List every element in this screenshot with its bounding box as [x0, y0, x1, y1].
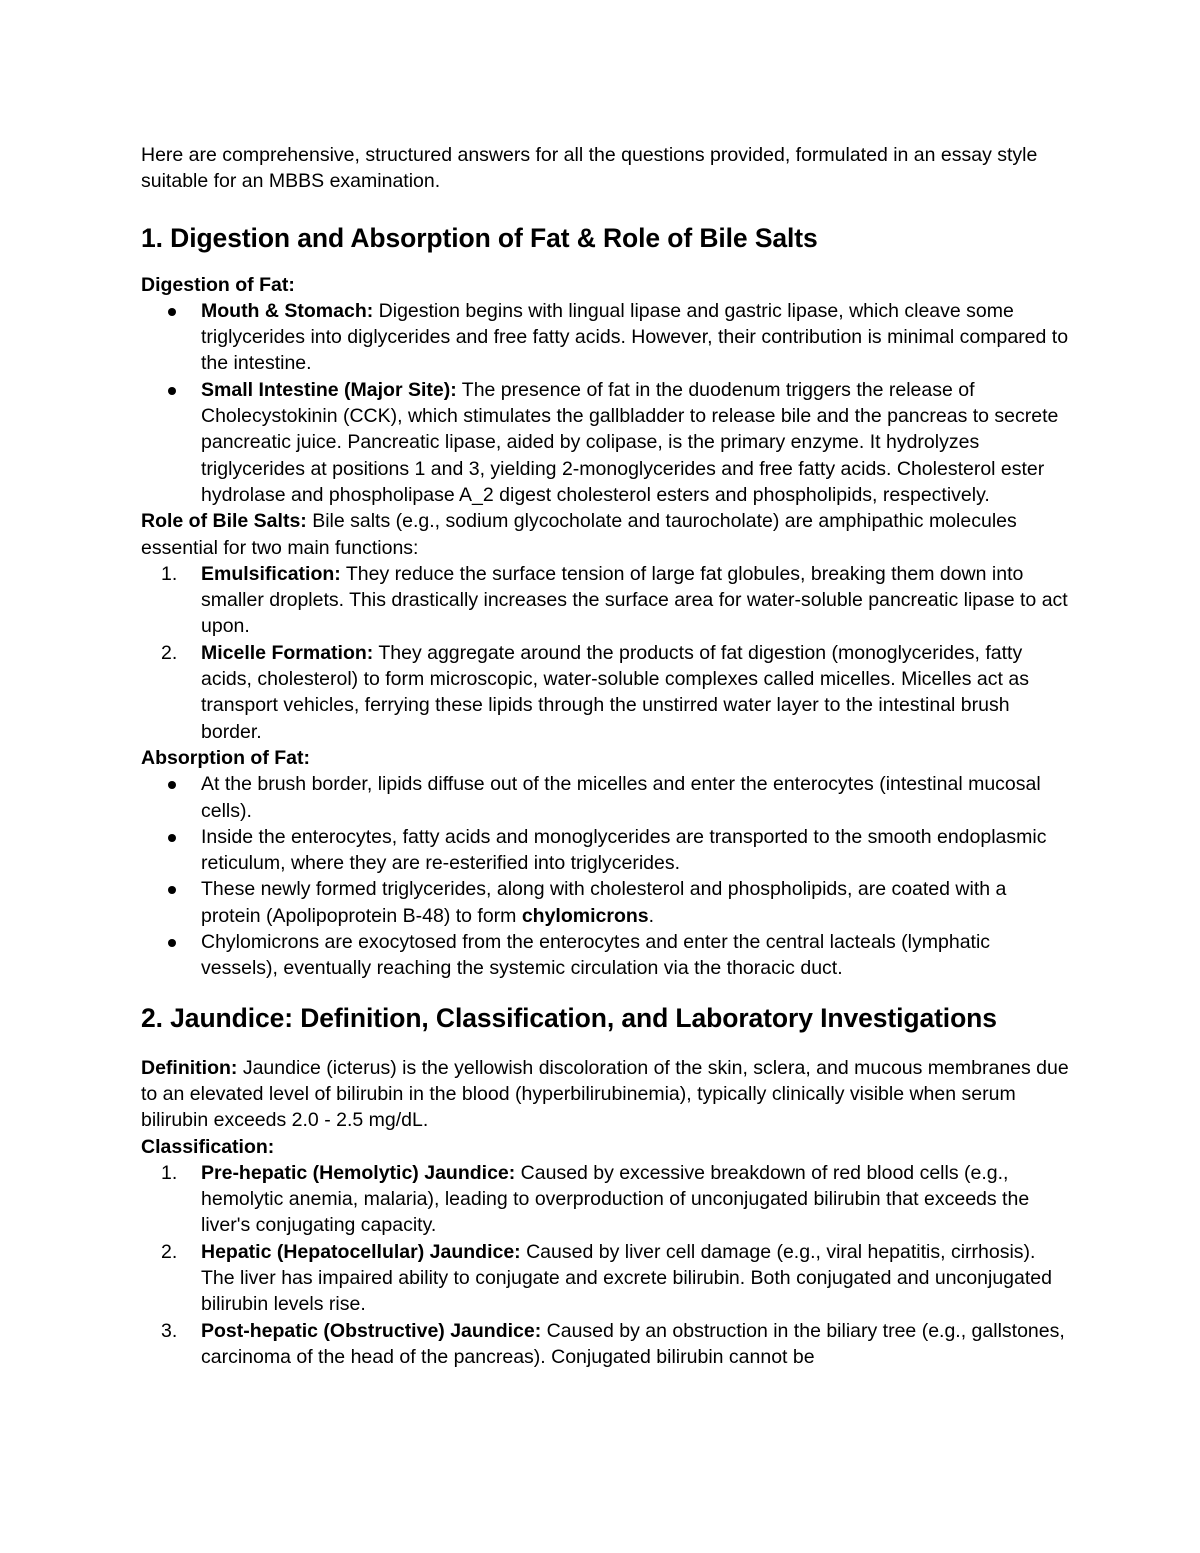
bullet-icon: [168, 834, 176, 842]
list-item: [141, 824, 1071, 877]
item-text: At the brush border, lipids diffuse out of the micelles and enter the enterocytes (intestinal mucosal cells).: [201, 773, 1041, 822]
item-lead: Hepatic (Hepatocellular) Jaundice:: [201, 1240, 521, 1263]
classification-list: [141, 1160, 1071, 1370]
bullet-icon: [168, 781, 176, 789]
bile-salts-lead: Role of Bile Salts:: [141, 510, 307, 533]
digestion-heading: Digestion of Fat:: [141, 273, 295, 296]
list-item: [141, 1160, 1071, 1239]
item-number: 1.: [161, 562, 178, 585]
list-item: [141, 377, 1071, 508]
absorption-list: [141, 771, 1071, 981]
item-text: The presence of fat in the duodenum triggers the release of Cholecystokinin (CCK), which stimulates the gallbladder to release bile and the pancreas to secrete pancreatic juice. Pancreatic lipase, aided by colipase, is the primary enzyme. It hydrolyzes triglycerides at positions 1 and 3, yielding 2-monoglycerides and free fatty acids. Cholesterol ester hydrolase and phospholipase A_2 digest cholesterol esters and phospholipids, respectively.: [201, 378, 1059, 506]
item-lead: Post-hepatic (Obstructive) Jaundice:: [201, 1319, 542, 1342]
absorption-heading: Absorption of Fat:: [141, 746, 310, 769]
document-content: [141, 142, 1071, 1370]
intro-paragraph: Here are comprehensive, structured answers for all the questions provided, formulated in an essay style suitable for an MBBS examination.: [141, 144, 1038, 193]
item-text: Digestion begins with lingual lipase and gastric lipase, which cleave some triglycerides into diglycerides and free fatty acids. However, their contribution is minimal compared to the intestine.: [201, 299, 1069, 375]
item-number: 3.: [161, 1319, 178, 1342]
item-text: They reduce the surface tension of large fat globules, breaking them down into smaller droplets. This drastically increases the surface area for water-soluble pancreatic lipase to act upon.: [201, 562, 1068, 638]
definition-text: Jaundice (icterus) is the yellowish discoloration of the skin, sclera, and mucous membranes due to an elevated level of bilirubin in the blood (hyperbilirubinemia), typically clinically visible when serum bilirubin exceeds 2.0 - 2.5 mg/dL.: [141, 1056, 1069, 1132]
item-lead: Micelle Formation:: [201, 641, 374, 664]
item-text-end: .: [648, 904, 655, 927]
bullet-icon: [168, 387, 176, 395]
bullet-icon: [168, 308, 176, 316]
item-text: Caused by excessive breakdown of red blood cells (e.g., hemolytic anemia, malaria), leading to overproduction of unconjugated bilirubin that exceeds the liver's conjugating capacity.: [201, 1161, 1030, 1237]
bullet-icon: [168, 939, 176, 947]
definition-paragraph: [141, 1055, 1071, 1134]
item-lead: Pre-hepatic (Hemolytic) Jaundice:: [201, 1161, 516, 1184]
definition-lead: Definition:: [141, 1056, 238, 1079]
item-lead: Small Intestine (Major Site):: [201, 378, 457, 401]
item-text: Chylomicrons are exocytosed from the enterocytes and enter the central lacteals (lymphatic vessels), eventually reaching the systemic circulation via the thoracic duct.: [201, 931, 991, 980]
list-item: [141, 298, 1071, 377]
item-text: They aggregate around the products of fat digestion (monoglycerides, fatty acids, cholesterol) to form microscopic, water-soluble complexes called micelles. Micelles act as transport vehicles, ferrying these lipids through the unstirred water layer to the intestinal brush border.: [201, 641, 1029, 743]
item-text: Inside the enterocytes, fatty acids and monoglycerides are transported to the smooth endoplasmic reticulum, where they are re-esterified into triglycerides.: [201, 825, 1047, 875]
bile-salts-text: Bile salts (e.g., sodium glycocholate and taurocholate) are amphipathic molecules essential for two main functions:: [141, 510, 1017, 559]
item-lead: Emulsification:: [201, 562, 341, 585]
chylomicrons-term: chylomicrons: [521, 904, 649, 927]
classification-heading: Classification:: [141, 1135, 275, 1158]
list-item: [141, 1239, 1071, 1318]
list-item: [141, 1318, 1071, 1371]
list-item: [141, 640, 1071, 745]
item-number: 1.: [161, 1161, 178, 1184]
list-item: [141, 561, 1071, 640]
section-2-title: 2. Jaundice: Definition, Classification, and Laboratory Investigations: [141, 1002, 997, 1033]
item-lead: Mouth & Stomach:: [201, 299, 374, 322]
bullet-icon: [168, 886, 176, 894]
item-number: 2.: [161, 641, 178, 664]
bile-salts-paragraph: [141, 508, 1071, 561]
bile-functions-list: [141, 561, 1071, 745]
digestion-list: [141, 298, 1071, 508]
item-number: 2.: [161, 1240, 178, 1263]
list-item: [141, 876, 1071, 929]
list-item: [141, 929, 1071, 982]
list-item: [141, 771, 1071, 824]
item-text: These newly formed triglycerides, along with cholesterol and phospholipids, are coated with a protein (Apolipoprotein B-48) to form: [201, 878, 1007, 927]
item-text: Caused by liver cell damage (e.g., viral hepatitis, cirrhosis). The liver has impaired ability to conjugate and excrete bilirubin. Both conjugated and unconjugated bilirubin levels rise.: [201, 1240, 1052, 1316]
section-1-title: 1. Digestion and Absorption of Fat & Role of Bile Salts: [141, 222, 818, 253]
item-text: Caused by an obstruction in the biliary tree (e.g., gallstones, carcinoma of the head of the pancreas). Conjugated bilirubin cannot be: [201, 1319, 1065, 1368]
